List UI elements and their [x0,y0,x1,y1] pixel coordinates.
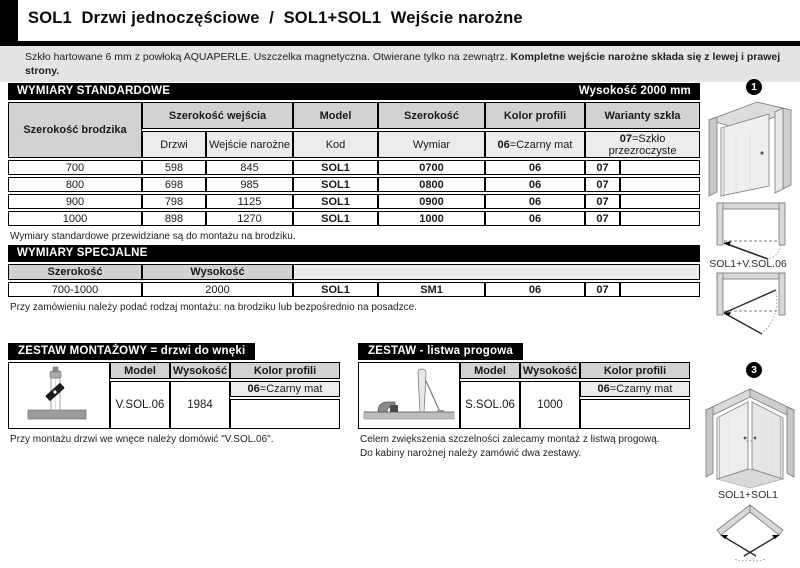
intro-bar [0,46,800,82]
niche-configuration-label: SOL1+V.SOL.06 [709,258,787,270]
threshold-strip-section [358,343,690,459]
page-title: SOL1 Drzwi jednoczęściowe / SOL1+SOL1 Wejście narożne [28,9,523,27]
cell-szklo: 07 [585,160,620,175]
cell-model: SOL1 [293,194,378,209]
page-corner-mark [0,0,18,46]
threshold-strip-title: ZESTAW - listwa progowa [368,345,513,357]
mounting-profile-illustration [12,365,106,423]
niche-top-view-diagram [712,200,790,260]
cell-wymiar: 0700 [378,160,485,175]
col-header-wysokosc: Wysokość [142,264,293,280]
cell-wymiar: 0800 [378,177,485,192]
cell-model: SOL1 [293,177,378,192]
subheader-kolor [485,131,585,158]
corner-entry-3d-diagram [702,381,798,489]
special-header-row [8,264,700,280]
special-section-header [8,245,700,262]
col-header-szerokosc: Szerokość [8,264,142,280]
cell-wejscie: 1270 [206,211,293,226]
standard-section-header [8,83,700,100]
cell-wymiar: 0900 [378,194,485,209]
cell-brodzik: 900 [8,194,142,209]
subheader-wejscie-narozne: Wejście narożne [206,131,293,158]
threshold-strip-table [358,360,690,431]
table-row [8,160,700,175]
cell-drzwi: 798 [142,194,206,209]
corner-top-view-diagram [712,503,788,565]
mounting-profile-illustration-cell [8,362,110,429]
cell-szerokosc: 700-1000 [8,282,142,297]
cell-kolor-value [580,381,690,397]
mounting-set-header [8,343,255,360]
special-dimensions-section [8,245,700,313]
cell-wysokosc-value: 1000 [520,381,580,429]
corner-configuration-label: SOL1+SOL1 [718,489,778,501]
filler-cell [620,177,700,192]
mounting-set-header-row [8,362,340,379]
standard-section-title: WYMIARY STANDARDOWE [17,85,171,97]
cell-szklo: 07 [585,177,620,192]
kolor-code: 06 [497,138,510,151]
col-header-model: Model [460,362,520,379]
cell-kolor: 06 [485,282,585,297]
cell-wysokosc: 2000 [142,282,293,297]
cell-drzwi: 598 [142,160,206,175]
cell-szklo: 07 [585,194,620,209]
subheader-kod: Kod [293,131,378,158]
cell-kolor: 06 [485,194,585,209]
szklo-rest: =Szkło przezroczyste [608,132,677,157]
table-row [8,211,700,226]
cell-brodzik: 700 [8,160,142,175]
threshold-strip-header [358,343,523,360]
empty-cell [230,399,340,429]
subheader-wymiar: Wymiar [378,131,485,158]
kolor-code: 06 [247,383,260,395]
empty-cell [580,399,690,429]
cell-wejscie: 845 [206,160,293,175]
cell-kolor: 06 [485,160,585,175]
col-header-model: Model [293,102,378,129]
standard-header-row-1 [8,102,700,129]
col-header-szerokosc-wejscia: Szerokość wejścia [142,102,293,129]
kolor-rest: =Czarny mat [509,138,573,151]
cell-szklo: 07 [585,282,620,297]
special-section-title: WYMIARY SPECJALNE [17,247,148,259]
cell-kolor: 06 [485,211,585,226]
kolor-code: 06 [597,383,610,395]
kolor-rest: =Czarny mat [259,383,323,395]
col-header-wysokosc: Wysokość [520,362,580,379]
cell-model: SOL1 [293,160,378,175]
subheader-drzwi: Drzwi [142,131,206,158]
table-row [8,177,700,192]
cell-model: SOL1 [293,282,378,297]
col-header-wysokosc: Wysokość [170,362,230,379]
filler-cell [620,211,700,226]
mounting-set-note: Przy montażu drzwi we wnęce należy domówić "V.SOL.06". [10,434,274,445]
mounting-set-section [8,343,340,445]
col-header-model: Model [110,362,170,379]
kolor-rest: =Czarny mat [609,383,673,395]
mounting-set-title: ZESTAW MONTAŻOWY = drzwi do wnęki [18,345,246,357]
table-row [8,194,700,209]
cell-model-value: S.SOL.06 [460,381,520,429]
door-swing-top-view-diagram [712,270,790,336]
col-header-warianty-szkla: Warianty szkła [585,102,700,129]
filler-cell [620,194,700,209]
filler-cell [620,160,700,175]
cell-wejscie: 1125 [206,194,293,209]
standard-section-height: Wysokość 2000 mm [578,85,691,97]
standard-dimensions-section [8,83,700,242]
cell-kolor-value [230,381,340,397]
threshold-strip-note-1: Celem zwiększenia szczelności zalecamy montaż z listwą progową. [360,434,660,445]
mounting-set-table [8,360,340,431]
intro-text: Szkło hartowane 6 mm z powłoką AQUAPERLE. Uszczelka magnetyczna. Otwierane tylko na zewnątrz. [25,51,508,63]
badge-1: 1 [746,79,762,95]
cell-szklo: 07 [585,211,620,226]
special-table-note: Przy zamówieniu należy podać rodzaj montażu: na brodziku lub bezpośrednio na posadzce. [10,302,417,313]
col-header-kolor-profili: Kolor profili [485,102,585,129]
cell-wymiar: 1000 [378,211,485,226]
cell-wymiar: SM1 [378,282,485,297]
cell-wejscie: 985 [206,177,293,192]
cell-brodzik: 1000 [8,211,142,226]
filler-cell [620,282,700,297]
cell-kolor: 06 [485,177,585,192]
table-row [8,282,700,297]
threshold-strip-header-row [358,362,690,379]
standard-table-note: Wymiary standardowe przewidziane są do montażu na brodziku. [10,231,296,242]
niche-door-3d-diagram [706,97,796,201]
cell-drzwi: 898 [142,211,206,226]
col-header-kolor: Kolor profili [580,362,690,379]
col-header-szerokosc-brodzika: Szerokość brodzika [8,102,142,158]
badge-3: 3 [746,362,762,378]
threshold-strip-illustration [362,365,456,423]
subheader-szklo [585,131,700,158]
cell-wysokosc-value: 1984 [170,381,230,429]
cell-drzwi: 698 [142,177,206,192]
cell-model-value: V.SOL.06 [110,381,170,429]
cell-brodzik: 800 [8,177,142,192]
col-header-kolor: Kolor profili [230,362,340,379]
col-header-szerokosc: Szerokość [378,102,485,129]
cell-model: SOL1 [293,211,378,226]
szklo-code: 07 [619,132,632,145]
empty-header-cell [293,264,700,280]
intro-text-bold: Kompletne wejście narożne składa się z lewej i prawej strony. [25,51,781,77]
threshold-strip-note-2: Do kabiny narożnej należy zamówić dwa zestawy. [360,448,582,459]
threshold-strip-illustration-cell [358,362,460,429]
standard-dimensions-table [8,100,700,228]
special-dimensions-table [8,262,700,299]
